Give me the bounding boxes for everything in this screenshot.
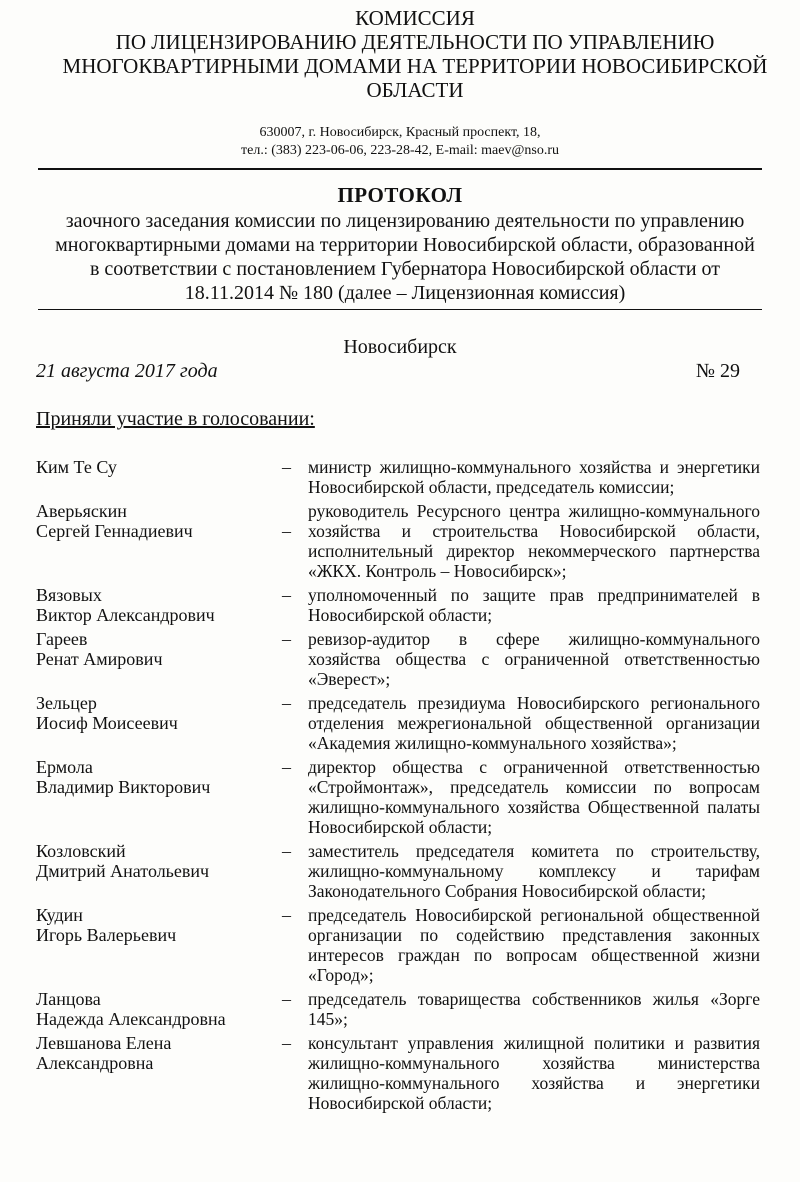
subtitle-line: заочного заседания комиссии по лицензированию деятельности по управлению [65,210,745,232]
member-role: председатель президиума Новосибирского регионального отделения межрегиональной общественной организации «Академия жилищно-коммунального хозяйства»; [308,693,760,753]
member-name [36,457,282,497]
member-name-line: Левшанова Елена [36,1033,172,1053]
member-name-line: Ланцова [36,989,101,1009]
protocol-title: ПРОТОКОЛ [337,183,463,207]
address-block [0,124,800,160]
protocol-subtitle [30,209,780,305]
member-role: председатель Новосибирской региональной общественной организации по содействию представления законных интересов граждан по вопросам общественной жизни «Город»; [308,905,760,985]
header-divider [38,168,762,170]
protocol-date: 21 августа 2017 года [36,360,218,382]
member-name-line: Александровна [36,1053,154,1073]
member-name [36,585,282,625]
member-row [36,693,760,753]
org-line: КОМИССИЯ [355,6,475,30]
member-name-line: Гареев [36,629,88,649]
member-name-line: Ким Те Су [36,457,117,477]
member-dash: – [282,905,291,925]
member-dash: – [282,629,291,649]
member-role: уполномоченный по защите прав предпринимателей в Новосибирской области; [308,585,760,625]
org-line: ПО ЛИЦЕНЗИРОВАНИЮ ДЕЯТЕЛЬНОСТИ ПО УПРАВЛЕНИЮ [115,30,715,54]
member-role: председатель товарищества собственников жилья «Зорге 145»; [308,989,760,1029]
contacts: тел.: (383) 223-06-06, 223-28-42, E-mail: maev@nso.ru [241,143,559,158]
member-row [36,629,760,689]
member-name-line: Зельцер [36,693,97,713]
member-row [36,841,760,901]
city: Новосибирск [343,336,457,358]
member-role: консультант управления жилищной политики и развития жилищно-коммунального хозяйства министерства жилищно-коммунального хозяйства и энергетики Новосибирской области; [308,1033,760,1113]
member-row [36,501,760,581]
member-name-line: Владимир Викторович [36,777,211,797]
member-name [36,757,282,837]
member-name-line: Аверьяскин [36,501,127,521]
member-name-line: Ренат Амирович [36,649,163,669]
member-dash: – [282,757,291,777]
member-dash: – [282,1033,291,1053]
member-name [36,989,282,1029]
org-line: ОБЛАСТИ [366,78,464,102]
subtitle-line: в соответствии с постановлением Губернатора Новосибирской области от [89,258,720,280]
member-role: ревизор-аудитор в сфере жилищно-коммунального хозяйства общества с ограниченной ответственностью «Эверест»; [308,629,760,689]
member-dash: – [282,521,291,541]
member-name-line: Сергей Геннадиевич [36,521,193,541]
member-name [36,629,282,689]
member-name-line: Дмитрий Анатольевич [36,861,210,881]
member-name-line: Иосиф Моисеевич [36,713,178,733]
member-name-line: Игорь Валерьевич [36,925,177,945]
member-name-line: Виктор Александрович [36,605,215,625]
member-name-line: Надежда Александровна [36,1009,226,1029]
protocol-number: № 29 [695,360,740,382]
member-row [36,457,760,497]
member-row [36,585,760,625]
member-name [36,841,282,901]
member-dash: – [282,693,291,713]
org-line: МНОГОКВАРТИРНЫМИ ДОМАМИ НА ТЕРРИТОРИИ НОВОСИБИРСКОЙ [62,54,768,78]
member-name [36,501,282,581]
member-name [36,905,282,985]
member-role: заместитель председателя комитета по строительству, жилищно-коммунальному комплексу и тарифам Законодательного Собрания Новосибирской области; [308,841,760,901]
member-role: руководитель Ресурсного центра жилищно-коммунального хозяйства и строительства Новосибирской области, исполнительный директор некоммерческого партнерства «ЖКХ. Контроль – Новосибирск»; [308,501,760,581]
member-dash: – [282,841,291,861]
member-role: министр жилищно-коммунального хозяйства и энергетики Новосибирской области, председатель комиссии; [308,457,760,497]
commission-name [30,6,800,102]
member-role: директор общества с ограниченной ответственностью «Строймонтаж», председатель комиссии по вопросам жилищно-коммунального хозяйства Общественной палаты Новосибирской области; [308,757,760,837]
member-row [36,757,760,837]
subtitle-line: многоквартирными домами на территории Новосибирской области, образованной [55,234,755,256]
member-name [36,693,282,753]
member-dash: – [282,457,291,477]
member-name-line: Козловский [36,841,126,861]
subtitle-underline [38,309,762,310]
member-name-line: Кудин [36,905,83,925]
voted-heading: Приняли участие в голосовании: [36,408,315,430]
member-row [36,1033,760,1113]
subtitle-line: 18.11.2014 № 180 (далее – Лицензионная комиссия) [184,282,626,304]
member-row [36,905,760,985]
member-name [36,1033,282,1113]
member-dash: – [282,585,291,605]
postal-address: 630007, г. Новосибирск, Красный проспект, 18, [259,125,541,140]
member-row [36,989,760,1029]
member-name-line: Ермола [36,757,93,777]
members-list [36,457,760,1117]
member-dash: – [282,989,291,1009]
member-name-line: Вязовых [36,585,102,605]
